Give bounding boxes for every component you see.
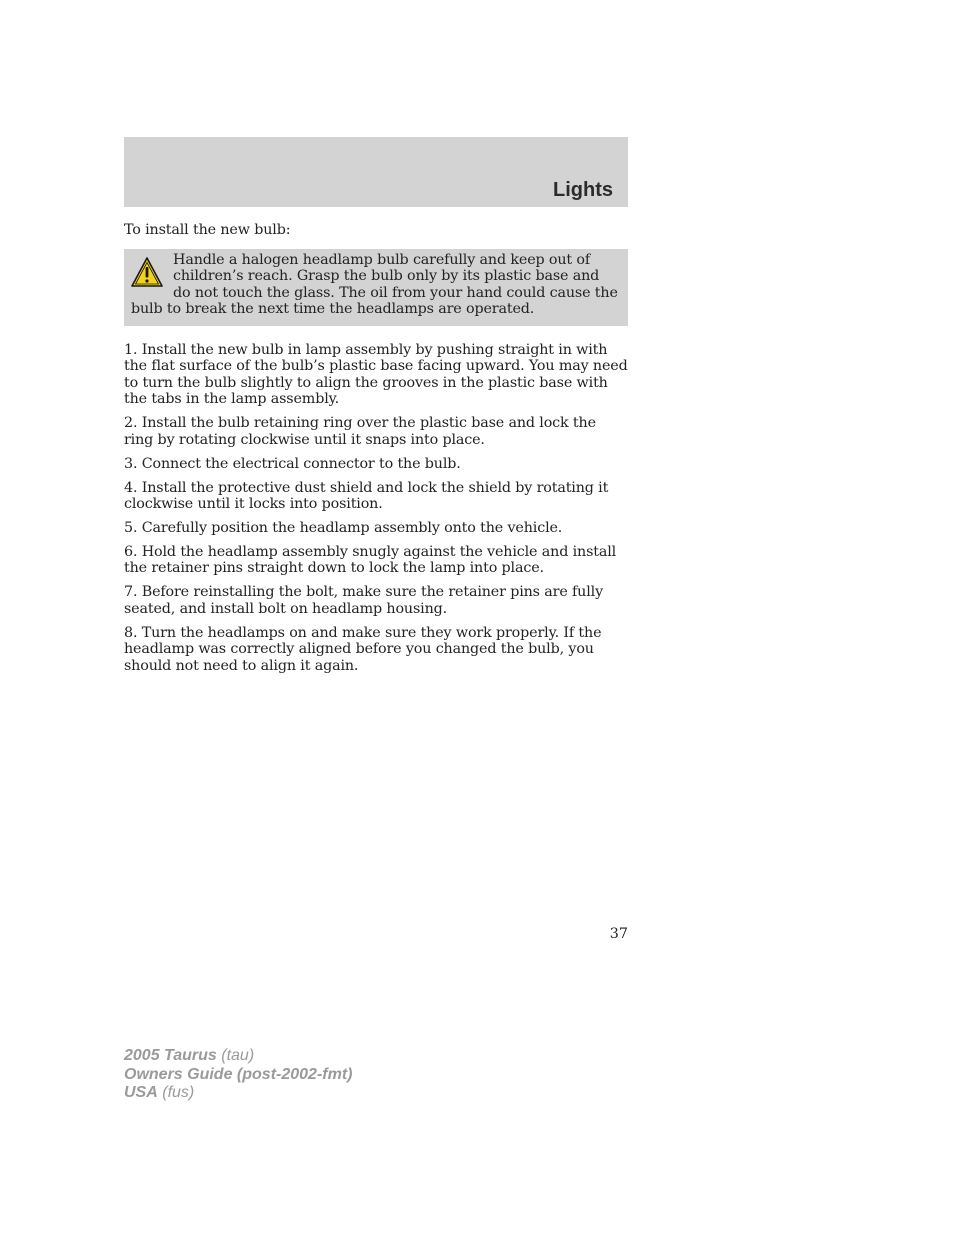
warning-triangle-icon <box>131 256 163 290</box>
step-item: 7. Before reinstalling the bolt, make sure the retainer pins are fully seated, and install bolt on headlamp housing. <box>124 584 603 617</box>
document-footer <box>124 1047 352 1103</box>
footer-model: 2005 Taurus <box>124 1047 217 1064</box>
footer-region-code: (fus) <box>162 1084 195 1101</box>
warning-box <box>124 249 628 326</box>
step-item: 5. Carefully position the headlamp assembly onto the vehicle. <box>124 520 563 537</box>
steps-list <box>124 342 628 682</box>
footer-region: USA <box>124 1084 158 1101</box>
warning-text: Handle a halogen headlamp bulb carefully and keep out of children’s reach. Grasp the bulb only by its plastic base and do not touch the glass. The oil from your hand could cause the bulb to break the next time the headlamps are operated. <box>131 252 618 318</box>
section-header-band <box>124 137 628 207</box>
step-item: 2. Install the bulb retaining ring over the plastic base and lock the ring by rotating clockwise until it snaps into place. <box>124 415 596 448</box>
footer-model-code: (tau) <box>221 1047 255 1064</box>
step-item: 8. Turn the headlamps on and make sure they work properly. If the headlamp was correctly aligned before you changed the bulb, you should not need to align it again. <box>124 624 602 674</box>
step-item: 6. Hold the headlamp assembly snugly against the vehicle and install the retainer pins straight down to lock the lamp into place. <box>124 544 617 577</box>
page-number: 37 <box>609 926 628 942</box>
intro-text: To install the new bulb: <box>124 222 291 238</box>
footer-line-model <box>124 1047 352 1066</box>
footer-line-region <box>124 1084 352 1103</box>
footer-guide: Owners Guide (post-2002-fmt) <box>124 1065 353 1083</box>
step-item: 4. Install the protective dust shield and lock the shield by rotating it clockwise until it locks into position. <box>124 479 609 513</box>
section-title: Lights <box>553 179 613 201</box>
footer-line-guide <box>124 1066 352 1085</box>
step-item: 3. Connect the electrical connector to the bulb. <box>124 455 461 472</box>
step-item: 1. Install the new bulb in lamp assembly by pushing straight in with the flat surface of the bulb’s plastic base facing upward. You may need to turn the bulb slightly to align the grooves in the plastic base with the tabs in the lamp assembly. <box>124 342 628 408</box>
